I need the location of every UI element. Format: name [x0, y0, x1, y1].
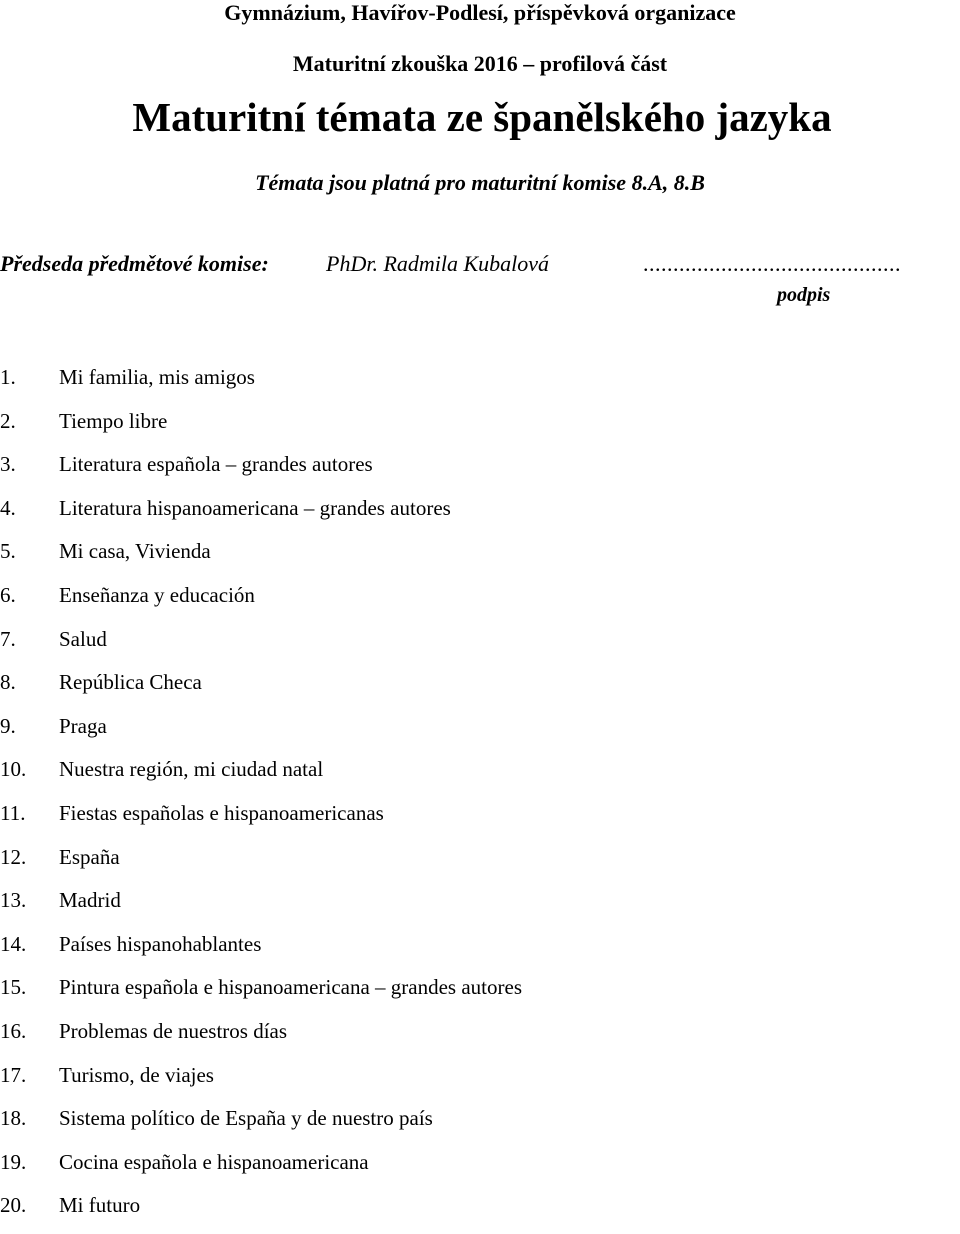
topic-number: 10.: [0, 757, 27, 782]
topic-text: Mi familia, mis amigos: [59, 365, 255, 389]
topic-text: Nuestra región, mi ciudad natal: [59, 757, 324, 782]
topic-number: 14.: [0, 931, 27, 956]
topic-number: 1.: [0, 365, 16, 389]
validity-note: Témata jsou platná pro maturitní komise 8.A, 8.B: [255, 170, 705, 195]
topic-number: 3.: [0, 452, 16, 477]
list-item: [0, 624, 960, 668]
list-item: [0, 536, 960, 580]
topic-number: 2.: [0, 408, 16, 433]
topic-text: Madrid: [59, 888, 121, 913]
topic-text: Problemas de nuestros días: [59, 1018, 288, 1043]
topic-text: Literatura española – grandes autores: [59, 452, 373, 477]
signature-label: podpis: [777, 284, 831, 306]
topic-number: 4.: [0, 495, 16, 520]
topic-number: 8.: [0, 670, 16, 695]
topic-number: 11.: [0, 800, 26, 825]
list-item: [0, 929, 960, 973]
committee-chair-label: Předseda předmětové komise:: [0, 251, 269, 276]
topic-number: 6.: [0, 582, 16, 607]
exam-subtitle: Maturitní zkouška 2016 – profilová část: [292, 51, 668, 76]
list-item: [0, 711, 960, 755]
topic-text: España: [59, 844, 120, 869]
topic-number: 7.: [0, 626, 16, 651]
topic-number: 18.: [0, 1106, 27, 1131]
committee-chair-name: PhDr. Radmila Kubalová: [326, 251, 550, 276]
topic-number: 20.: [0, 1193, 27, 1218]
school-name: Gymnázium, Havířov-Podlesí, příspěvková organizace: [224, 0, 736, 25]
topic-number: 17.: [0, 1062, 27, 1087]
topic-text: Cocina española e hispanoamericana: [59, 1149, 369, 1174]
list-item: [0, 885, 960, 929]
topic-list: [0, 362, 960, 1234]
list-item: [0, 362, 960, 406]
topic-number: 19.: [0, 1149, 27, 1174]
topic-text: Mi futuro: [59, 1193, 141, 1218]
topic-text: Literatura hispanoamericana – grandes autores: [59, 495, 451, 520]
topic-text: Sistema político de España y de nuestro país: [59, 1106, 433, 1131]
topic-text: Fiestas españolas e hispanoamericanas: [59, 800, 384, 825]
topic-number: 5.: [0, 539, 16, 564]
list-item: [0, 406, 960, 450]
topic-text: Países hispanohablantes: [59, 931, 262, 956]
list-item: [0, 1060, 960, 1104]
topic-number: 9.: [0, 713, 16, 738]
list-item: [0, 493, 960, 537]
topic-number: 13.: [0, 888, 27, 913]
topic-text: Praga: [59, 713, 107, 738]
topic-number: 16.: [0, 1018, 27, 1043]
list-item: [0, 754, 960, 798]
page-title: Maturitní témata ze španělského jazyka: [132, 94, 832, 140]
list-item: [0, 1147, 960, 1191]
list-item: [0, 1190, 960, 1234]
topic-text: Enseñanza y educación: [59, 582, 255, 607]
topic-number: 12.: [0, 844, 27, 869]
list-item: [0, 972, 960, 1016]
list-item: [0, 842, 960, 886]
list-item: [0, 667, 960, 711]
topic-text: Tiempo libre: [59, 408, 168, 433]
signature-line: ...........................................: [643, 251, 901, 276]
topic-number: 15.: [0, 975, 27, 1000]
topic-text: Pintura española e hispanoamericana – grandes autores: [59, 975, 522, 1000]
list-item: [0, 798, 960, 842]
list-item: [0, 449, 960, 493]
list-item: [0, 580, 960, 624]
topic-text: Salud: [59, 626, 107, 651]
list-item: [0, 1016, 960, 1060]
list-item: [0, 1103, 960, 1147]
topic-text: Turismo, de viajes: [59, 1062, 214, 1087]
topic-text: Mi casa, Vivienda: [59, 539, 211, 564]
topic-text: República Checa: [59, 670, 202, 695]
